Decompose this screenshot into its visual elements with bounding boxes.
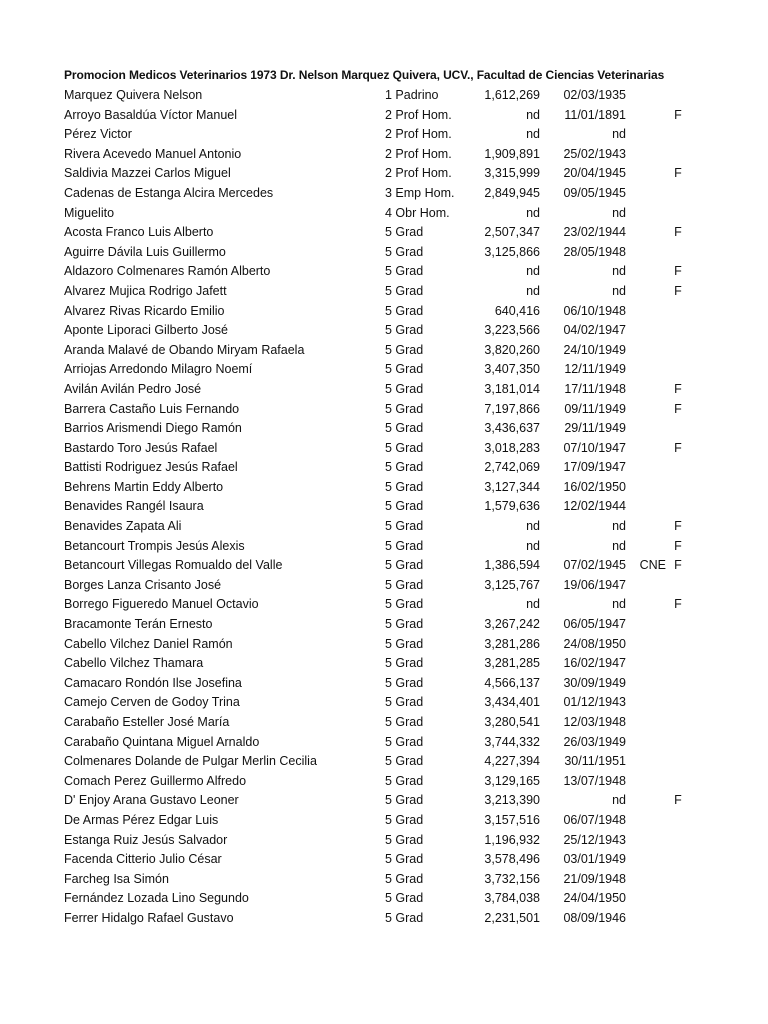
cell-date: 09/05/1945	[563, 185, 626, 200]
cell-flag: F	[674, 401, 682, 416]
cell-date: 06/07/1948	[563, 812, 626, 827]
cell-role: 5 Grad	[385, 754, 424, 769]
cell-role: 2 Prof Hom.	[385, 107, 452, 122]
cell-date: 13/07/1948	[563, 773, 626, 788]
cell-number: nd	[526, 107, 540, 122]
cell-role: 2 Prof Hom.	[385, 166, 452, 181]
cell-role: 5 Grad	[385, 303, 424, 318]
cell-name: Carabaño Esteller José María	[64, 715, 230, 729]
cell-name: Alvarez Rivas Ricardo Emilio	[64, 303, 225, 318]
cell-number: 3,157,516	[484, 812, 540, 827]
table-row	[0, 478, 768, 498]
table-row	[0, 341, 768, 361]
cell-number: nd	[526, 519, 540, 534]
cell-number: 3,407,350	[484, 362, 540, 377]
cell-role: 5 Grad	[385, 519, 424, 534]
cell-number: 3,223,566	[484, 323, 540, 338]
cell-number: 1,386,594	[484, 558, 540, 573]
cell-role: 5 Grad	[385, 342, 424, 357]
cell-name: Barrios Arismendi Diego Ramón	[64, 421, 242, 436]
cell-number: 4,227,394	[484, 754, 540, 769]
cell-number: 2,231,501	[484, 910, 540, 925]
cell-date: 20/04/1945	[563, 166, 626, 181]
cell-role: 5 Grad	[385, 832, 424, 847]
cell-date: 07/02/1945	[563, 558, 626, 573]
table-row	[0, 831, 768, 851]
cell-date: 06/05/1947	[563, 617, 626, 632]
cell-date: 09/11/1949	[564, 401, 626, 416]
cell-number: 3,018,283	[484, 440, 540, 455]
cell-name: Cabello Vilchez Thamara	[64, 656, 204, 671]
cell-date: 12/11/1949	[564, 362, 626, 377]
cell-number: 2,507,347	[484, 225, 540, 240]
table-row	[0, 262, 768, 282]
table-row	[0, 674, 768, 694]
cell-number: 3,129,165	[484, 773, 540, 788]
cell-role: 5 Grad	[385, 577, 424, 592]
cell-name: Battisti Rodriguez Jesús Rafael	[64, 460, 238, 475]
cell-flag: F	[674, 283, 682, 298]
cell-role: 4 Obr Hom.	[385, 205, 450, 220]
cell-flag: F	[674, 381, 682, 396]
table-row	[0, 615, 768, 635]
cell-date: nd	[612, 283, 626, 298]
cell-number: nd	[526, 127, 540, 142]
table-row	[0, 850, 768, 870]
cell-date: 12/02/1944	[563, 499, 626, 514]
roster-table	[0, 86, 768, 929]
cell-name: Bastardo Toro Jesús Rafael	[64, 440, 218, 455]
cell-number: nd	[526, 264, 540, 279]
cell-date: 23/02/1944	[563, 225, 626, 240]
cell-number: nd	[526, 205, 540, 220]
cell-number: 3,181,014	[484, 381, 540, 396]
table-row	[0, 772, 768, 792]
table-row	[0, 654, 768, 674]
table-row	[0, 243, 768, 263]
cell-name: Behrens Martin Eddy Alberto	[64, 479, 224, 494]
cell-number: 3,578,496	[484, 852, 540, 867]
table-row	[0, 458, 768, 478]
cell-role: 5 Grad	[385, 460, 424, 475]
table-row	[0, 811, 768, 831]
table-row	[0, 419, 768, 439]
cell-date: nd	[612, 264, 626, 279]
cell-name: Farcheg Isa Simón	[64, 871, 169, 886]
cell-role: 5 Grad	[385, 381, 424, 396]
cell-number: 3,436,637	[484, 421, 540, 436]
cell-name: Pérez Victor	[64, 127, 132, 142]
table-row	[0, 439, 768, 459]
cell-name: Comach Perez Guillermo Alfredo	[64, 773, 247, 788]
table-row	[0, 184, 768, 204]
cell-flag: F	[674, 225, 682, 240]
cell-role: 2 Prof Hom.	[385, 127, 452, 142]
table-row	[0, 106, 768, 126]
cell-role: 5 Grad	[385, 558, 424, 573]
cell-name: Bracamonte Terán Ernesto	[64, 617, 213, 632]
cell-role: 5 Grad	[385, 773, 424, 788]
table-row	[0, 125, 768, 145]
cell-date: 30/09/1949	[563, 675, 626, 690]
cell-number: 2,849,945	[484, 185, 540, 200]
cell-name: Borges Lanza Crisanto José	[64, 577, 222, 592]
cell-name: Borrego Figueredo Manuel Octavio	[64, 597, 259, 612]
cell-role: 3 Emp Hom.	[385, 185, 455, 200]
cell-date: 17/09/1947	[563, 460, 626, 475]
cell-name: Benavides Zapata Ali	[64, 519, 182, 534]
cell-number: 3,732,156	[484, 871, 540, 886]
cell-date: 26/03/1949	[563, 734, 626, 749]
table-row	[0, 86, 768, 106]
cell-flag: F	[674, 107, 682, 122]
cell-date: nd	[612, 538, 626, 553]
cell-role: 5 Grad	[385, 715, 424, 729]
cell-role: 5 Grad	[385, 538, 424, 553]
cell-date: 07/10/1947	[563, 440, 626, 455]
cell-date: nd	[612, 793, 626, 808]
cell-name: D' Enjoy Arana Gustavo Leoner	[64, 793, 239, 808]
document-title: Promocion Medicos Veterinarios 1973 Dr. Nelson Marquez Quivera, UCV., Facultad de Ciencias Veterinarias	[64, 68, 665, 82]
cell-number: 1,579,636	[484, 499, 540, 514]
table-row	[0, 693, 768, 713]
cell-name: Rivera Acevedo Manuel Antonio	[64, 146, 242, 161]
cell-date: nd	[612, 597, 626, 612]
cell-role: 5 Grad	[385, 440, 424, 455]
cell-number: 3,820,260	[484, 342, 540, 357]
table-row	[0, 870, 768, 890]
cell-name: Colmenares Dolande de Pulgar Merlin Cecilia	[64, 754, 317, 769]
cell-name: Camacaro Rondón Ilse Josefina	[64, 675, 242, 690]
cell-role: 5 Grad	[385, 871, 424, 886]
table-row	[0, 321, 768, 341]
cell-number: 1,196,932	[484, 832, 540, 847]
cell-date: 03/01/1949	[563, 852, 626, 867]
cell-flag: F	[674, 793, 682, 808]
cell-role: 5 Grad	[385, 675, 424, 690]
cell-date: 06/10/1948	[563, 303, 626, 318]
cell-date: 02/03/1935	[563, 88, 626, 102]
cell-role: 5 Grad	[385, 597, 424, 612]
cell-number: 4,566,137	[484, 675, 540, 690]
table-row	[0, 497, 768, 517]
cell-role: 1 Padrino	[385, 88, 439, 102]
cell-role: 2 Prof Hom.	[385, 146, 452, 161]
cell-name: Barrera Castaño Luis Fernando	[64, 401, 240, 416]
cell-number: 3,127,344	[484, 479, 540, 494]
table-row	[0, 517, 768, 537]
cell-name: Miguelito	[64, 205, 115, 220]
cell-date: 21/09/1948	[563, 871, 626, 886]
table-row	[0, 380, 768, 400]
cell-name: Saldivia Mazzei Carlos Miguel	[64, 166, 231, 181]
cell-name: Marquez Quivera Nelson	[64, 88, 203, 102]
cell-number: 3,213,390	[484, 793, 540, 808]
cell-name: Aldazoro Colmenares Ramón Alberto	[64, 264, 271, 279]
cell-flag: F	[674, 166, 682, 181]
cell-role: 5 Grad	[385, 421, 424, 436]
cell-name: Betancourt Trompis Jesús Alexis	[64, 538, 245, 553]
cell-date: nd	[612, 205, 626, 220]
cell-date: 01/12/1943	[563, 695, 626, 710]
cell-date: 24/04/1950	[563, 891, 626, 906]
cell-date: 16/02/1950	[563, 479, 626, 494]
cell-role: 5 Grad	[385, 401, 424, 416]
table-row	[0, 733, 768, 753]
cell-number: nd	[526, 597, 540, 612]
cell-name: Cabello Vilchez Daniel Ramón	[64, 636, 233, 651]
cell-name: Estanga Ruiz Jesús Salvador	[64, 832, 228, 847]
cell-date: 12/03/1948	[563, 715, 626, 729]
cell-number: 3,125,866	[484, 244, 540, 259]
cell-name: Alvarez Mujica Rodrigo Jafett	[64, 283, 227, 298]
table-row	[0, 556, 768, 576]
cell-name: Arroyo Basaldúa Víctor Manuel	[64, 107, 238, 122]
cell-number: 1,909,891	[484, 146, 540, 161]
cell-role: 5 Grad	[385, 734, 424, 749]
cell-name: Aponte Liporaci Gilberto José	[64, 323, 228, 338]
cell-date: 30/11/1951	[564, 754, 626, 769]
cell-date: nd	[612, 127, 626, 142]
cell-date: 04/02/1947	[563, 323, 626, 338]
table-row	[0, 576, 768, 596]
table-row	[0, 909, 768, 929]
cell-role: 5 Grad	[385, 656, 424, 671]
cell-name: Avilán Avilán Pedro José	[64, 381, 202, 396]
cell-role: 5 Grad	[385, 283, 424, 298]
table-row	[0, 400, 768, 420]
cell-flag: F	[674, 440, 682, 455]
cell-number: 3,784,038	[484, 891, 540, 906]
cell-number: 3,281,285	[484, 656, 540, 671]
cell-role: 5 Grad	[385, 852, 424, 867]
cell-number: 1,612,269	[484, 88, 540, 102]
cell-name: Aguirre Dávila Luis Guillermo	[64, 244, 226, 259]
table-row	[0, 360, 768, 380]
cell-role: 5 Grad	[385, 910, 424, 925]
cell-date: 25/12/1943	[563, 832, 626, 847]
cell-flag: F	[674, 519, 682, 534]
cell-flag: F	[674, 538, 682, 553]
cell-name: Acosta Franco Luis Alberto	[64, 225, 214, 240]
table-row	[0, 889, 768, 909]
cell-date: 25/02/1943	[563, 146, 626, 161]
cell-role: 5 Grad	[385, 499, 424, 514]
cell-number: 3,125,767	[484, 577, 540, 592]
cell-name: Arriojas Arredondo Milagro Noemí	[64, 362, 253, 377]
table-row	[0, 302, 768, 322]
cell-date: 08/09/1946	[563, 910, 626, 925]
table-row	[0, 752, 768, 772]
cell-role: 5 Grad	[385, 636, 424, 651]
cell-date: 24/08/1950	[563, 636, 626, 651]
cell-number: 2,742,069	[484, 460, 540, 475]
cell-role: 5 Grad	[385, 812, 424, 827]
cell-role: 5 Grad	[385, 695, 424, 710]
cell-name: Cadenas de Estanga Alcira Mercedes	[64, 185, 274, 200]
cell-name: Aranda Malavé de Obando Miryam Rafaela	[64, 342, 305, 357]
table-row	[0, 223, 768, 243]
cell-role: 5 Grad	[385, 793, 424, 808]
cell-date: 16/02/1947	[563, 656, 626, 671]
cell-flag: F	[674, 264, 682, 279]
cell-role: 5 Grad	[385, 225, 424, 240]
cell-date: 29/11/1949	[564, 421, 626, 436]
table-row	[0, 537, 768, 557]
cell-number: 3,315,999	[484, 166, 540, 181]
cell-name: Carabaño Quintana Miguel Arnaldo	[64, 734, 260, 749]
table-row	[0, 204, 768, 224]
cell-number: 3,267,242	[484, 617, 540, 632]
table-row	[0, 145, 768, 165]
cell-number: 3,744,332	[484, 734, 540, 749]
table-row	[0, 791, 768, 811]
cell-flag: F	[674, 558, 682, 573]
table-row	[0, 595, 768, 615]
cell-number: nd	[526, 283, 540, 298]
cell-name: Camejo Cerven de Godoy Trina	[64, 695, 240, 710]
cell-role: 5 Grad	[385, 264, 424, 279]
cell-role: 5 Grad	[385, 323, 424, 338]
table-row	[0, 164, 768, 184]
cell-role: 5 Grad	[385, 244, 424, 259]
cell-role: 5 Grad	[385, 362, 424, 377]
cell-number: 3,434,401	[484, 695, 540, 710]
cell-role: 5 Grad	[385, 617, 424, 632]
cell-date: 11/01/1891	[564, 107, 626, 122]
cell-extra: CNE	[639, 558, 666, 573]
table-row	[0, 282, 768, 302]
cell-name: Betancourt Villegas Romualdo del Valle	[64, 558, 283, 573]
cell-number: 3,281,286	[484, 636, 540, 651]
table-row	[0, 713, 768, 733]
cell-flag: F	[674, 597, 682, 612]
cell-number: 3,280,541	[484, 715, 540, 729]
cell-role: 5 Grad	[385, 891, 424, 906]
cell-number: 7,197,866	[484, 401, 540, 416]
cell-number: nd	[526, 538, 540, 553]
cell-role: 5 Grad	[385, 479, 424, 494]
cell-name: Ferrer Hidalgo Rafael Gustavo	[64, 910, 234, 925]
cell-name: Benavides Rangél Isaura	[64, 499, 204, 514]
cell-date: 24/10/1949	[563, 342, 626, 357]
cell-name: Facenda Citterio Julio César	[64, 852, 222, 867]
cell-number: 640,416	[494, 303, 540, 318]
cell-date: nd	[612, 519, 626, 534]
table-row	[0, 635, 768, 655]
cell-date: 19/06/1947	[563, 577, 626, 592]
cell-name: De Armas Pérez Edgar Luis	[64, 812, 219, 827]
cell-date: 28/05/1948	[563, 244, 626, 259]
cell-date: 17/11/1948	[564, 381, 626, 396]
cell-name: Fernández Lozada Lino Segundo	[64, 891, 249, 906]
